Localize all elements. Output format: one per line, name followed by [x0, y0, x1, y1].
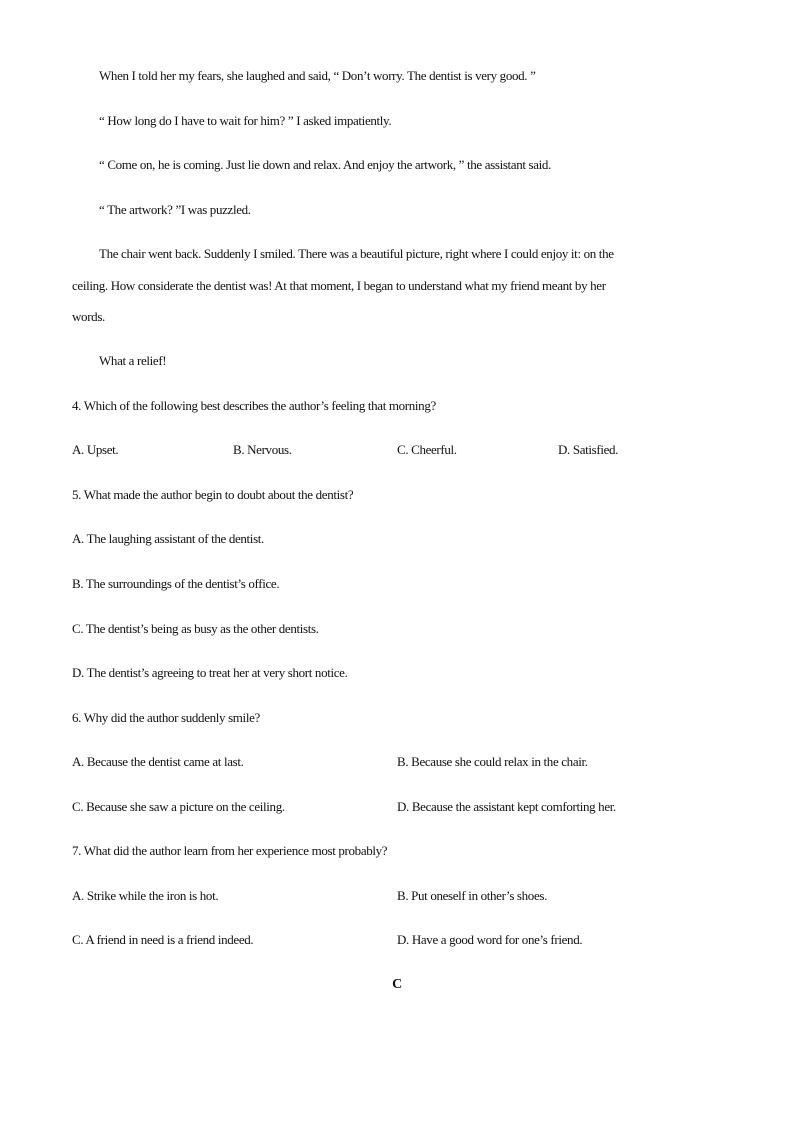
passage-paragraph-2: “ How long do I have to wait for him? ” I asked impatiently.	[99, 113, 392, 128]
question-6-stem: 6. Why did the author suddenly smile?	[72, 710, 260, 725]
passage-paragraph-5-line-3: words.	[72, 309, 105, 324]
question-7-option-a: A. Strike while the iron is hot.	[72, 888, 219, 903]
question-5-option-b: B. The surroundings of the dentist’s office.	[72, 576, 280, 591]
question-5-stem: 5. What made the author begin to doubt about the dentist?	[72, 487, 354, 502]
passage-paragraph-3: “ Come on, he is coming. Just lie down and relax. And enjoy the artwork, ” the assistant said.	[99, 157, 551, 172]
passage-paragraph-5-line-2: ceiling. How considerate the dentist was! At that moment, I began to understand what my friend meant by her	[72, 278, 606, 293]
question-6-option-a: A. Because the dentist came at last.	[72, 754, 244, 769]
question-6-option-b: B. Because she could relax in the chair.	[397, 754, 588, 769]
question-7-stem: 7. What did the author learn from her experience most probably?	[72, 843, 388, 858]
question-7-option-d: D. Have a good word for one’s friend.	[397, 932, 583, 947]
passage-paragraph-1: When I told her my fears, she laughed and said, “ Don’t worry. The dentist is very good. ”	[99, 68, 536, 83]
passage-paragraph-4: “ The artwork? ”I was puzzled.	[99, 202, 251, 217]
passage-paragraph-6: What a relief!	[99, 353, 167, 368]
question-4-option-c: C. Cheerful.	[397, 442, 457, 457]
question-6-option-c: C. Because she saw a picture on the ceiling.	[72, 799, 285, 814]
question-5-option-a: A. The laughing assistant of the dentist.	[72, 531, 264, 546]
section-heading: C	[392, 977, 402, 992]
question-4-option-b: B. Nervous.	[233, 442, 292, 457]
question-4-option-a: A. Upset.	[72, 442, 119, 457]
question-5-option-d: D. The dentist’s agreeing to treat her at very short notice.	[72, 665, 348, 680]
question-4-option-d: D. Satisfied.	[558, 442, 619, 457]
passage-paragraph-5-line-1: The chair went back. Suddenly I smiled. There was a beautiful picture, right where I could enjoy it: on the	[99, 246, 614, 261]
question-7-option-b: B. Put oneself in other’s shoes.	[397, 888, 547, 903]
question-4-stem: 4. Which of the following best describes the author’s feeling that morning?	[72, 398, 436, 413]
question-7-option-c: C. A friend in need is a friend indeed.	[72, 932, 254, 947]
question-5-option-c: C. The dentist’s being as busy as the other dentists.	[72, 621, 319, 636]
question-6-option-d: D. Because the assistant kept comforting her.	[397, 799, 616, 814]
